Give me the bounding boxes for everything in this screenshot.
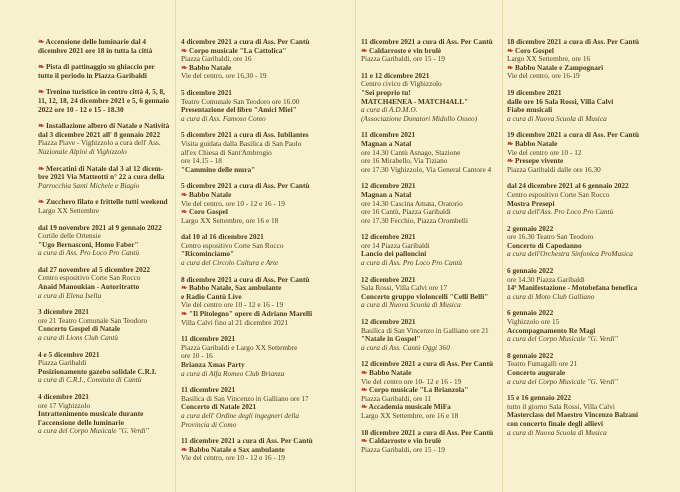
event-line: 3 dicembre 2021 bbox=[38, 307, 89, 317]
event-line: ore 14.30 Cantù Asnago, Stazione bbox=[361, 147, 461, 157]
event-line: a cura di Elena Isella bbox=[38, 290, 102, 300]
event-line: Masterclass del Maestro Vincenzo Balzani bbox=[507, 410, 639, 420]
event-line: 11 dicembre 2021 bbox=[361, 130, 416, 140]
event-line: Piazza Piave - Vighizzolo a cura dell' Ass. bbox=[38, 138, 161, 148]
event-line: "Ugo Bernasconi, Homo Faber" bbox=[38, 239, 139, 249]
event-line: Piazza Garibaldi, ore 15 - 19 bbox=[361, 54, 445, 64]
event-line: Vie del centro, ore 10 - 12 e 16 - 19 bbox=[181, 453, 285, 463]
event-line: tutto il periodo in Piazza Garibaldi bbox=[38, 70, 147, 80]
event-line: Vie del centro ore 10 - 12 e 16 - 19 bbox=[181, 300, 284, 310]
event-line: Magnan a Natal bbox=[361, 138, 412, 148]
event-line: l'accensione delle luminarie bbox=[38, 417, 124, 427]
event-line: ❧ Babbo Natale bbox=[361, 368, 412, 377]
event-line: 11 dicembre 2021 bbox=[181, 334, 236, 344]
event-entry bbox=[38, 224, 176, 258]
event-entry bbox=[507, 38, 667, 81]
ornament-icon: ❧ bbox=[361, 436, 368, 446]
event-line: Mostra Presepi bbox=[507, 198, 555, 208]
event-entry bbox=[361, 318, 511, 352]
event-line: 4 e 5 dicembre 2021 bbox=[38, 349, 100, 359]
event-entry bbox=[181, 276, 331, 328]
event-line: con concerto finale degli allievi bbox=[507, 418, 604, 428]
event-line: MATCH4ENEA - MATCH4ALL" bbox=[361, 96, 469, 106]
event-line: ❧ Trenino turistico in centro città 4, 5, 8, bbox=[38, 87, 165, 97]
event-line: ❧ Presepe vivente bbox=[507, 156, 564, 166]
event-line: ❧ Installazione albero di Natale e Natività bbox=[38, 121, 170, 131]
event-line: Centro espositivo Corte San Rocco bbox=[181, 240, 284, 250]
event-line: 5 dicembre 2021 a cura di Ass. Per Cantù bbox=[181, 181, 310, 191]
event-line: ore 21 Teatro Comunale San Teodoro bbox=[38, 315, 148, 325]
event-line: Accompagnamento Re Magi bbox=[507, 325, 596, 335]
event-line: ❧ Babbo Natale bbox=[181, 189, 232, 199]
event-line: 11 dicembre 2021 a cura di Ass. Per Cantù bbox=[181, 436, 313, 446]
event-line: Vie del centro, ore 16-19 bbox=[507, 71, 580, 81]
event-line: a cura del Corpo Musicale "G. Verdi" bbox=[507, 334, 618, 344]
event-line: ore 14.30 Cascina Amata, Oratorio bbox=[361, 198, 463, 208]
event-entry bbox=[361, 276, 511, 310]
event-line: a cura del Corpo Musicale "G. Verdi" bbox=[507, 376, 618, 386]
event-line: 5 dicembre 2021 bbox=[181, 87, 232, 97]
event-line: a cura del Circolo Cultura e Arte bbox=[181, 258, 279, 268]
ornament-icon: ❧ bbox=[38, 62, 45, 72]
event-entry bbox=[38, 88, 176, 114]
ornament-icon: ❧ bbox=[181, 309, 188, 319]
event-line: ore 17.30 Fecchio, Piazza Orombelli bbox=[361, 215, 468, 225]
event-line: 5 dicembre 2021 a cura di Ass. Iubilantes bbox=[181, 130, 309, 140]
column-3 bbox=[361, 37, 514, 462]
event-line: Concerto augurale bbox=[507, 368, 566, 377]
ornament-icon: ❧ bbox=[361, 368, 368, 377]
event-line: ore 17 Vighizzolo bbox=[38, 400, 91, 410]
event-line: ❧ Accademia musicale MiFa bbox=[361, 402, 451, 412]
event-line: a cura di Ass. Pro Loco Pro Cantù bbox=[38, 248, 140, 258]
event-line: ❧ Zucchero filato e frittelle tutti weekend bbox=[38, 197, 168, 207]
event-line: ❧ Babbo Natale bbox=[181, 62, 232, 72]
event-line: 12 dicembre 2021 bbox=[361, 274, 416, 284]
event-line: 12 dicembre 2021 bbox=[361, 181, 416, 191]
event-line: Concerto gruppo violoncelli "Celli Belli" bbox=[361, 291, 489, 301]
ornament-icon: ❧ bbox=[181, 444, 188, 454]
event-line: 11 dicembre 2021 bbox=[181, 385, 236, 395]
event-line: "Ricominciamo" bbox=[181, 249, 235, 259]
event-entry bbox=[38, 308, 176, 342]
event-line: e Radio Cantù Live bbox=[181, 291, 242, 301]
event-line: Vie del centro, ore 16,30 - 19 bbox=[181, 71, 267, 81]
event-line: ore 10 - 16 bbox=[181, 351, 213, 361]
event-line: bre 2021 Via Matteotti n° 22 a cura della bbox=[38, 172, 165, 182]
ornament-icon: ❧ bbox=[181, 207, 188, 217]
event-entry bbox=[361, 360, 511, 420]
event-line: Largo XX Settembre, ore 16 e 18 bbox=[361, 410, 459, 420]
event-line: 2 gennaio 2022 bbox=[507, 223, 554, 233]
event-line: Parrocchia Santi Michele e Biagio bbox=[38, 180, 140, 190]
event-line: dal 27 novembre al 5 dicembre 2022 bbox=[38, 264, 151, 274]
event-line: dal 19 novembre 2021 al 9 gennaio 2022 bbox=[38, 222, 162, 232]
event-line: ore 16 Mirabello, Via Tiziano bbox=[361, 156, 448, 166]
event-line: ore 16 Cantù, Piazza Garibaldi bbox=[361, 207, 451, 217]
event-line: "Natale in Gospel" bbox=[361, 334, 421, 344]
event-line: 11 e 12 dicembre 2021 bbox=[361, 70, 430, 80]
event-line: ❧ Babbo Natale bbox=[507, 138, 558, 148]
event-line: ❧ Caldarroste e vin brulè bbox=[361, 436, 442, 446]
event-entry bbox=[181, 89, 331, 123]
ornament-icon: ❧ bbox=[507, 138, 514, 148]
event-line: dal 24 dicembre 2021 al 6 gennaio 2022 bbox=[507, 181, 629, 191]
event-line: Lancio dei palloncini bbox=[361, 249, 427, 259]
event-line: ore 16.30 Teatro San Teodoro bbox=[507, 232, 594, 242]
event-line: dal 3 dicembre 2021 all' 8 gennaio 2022 bbox=[38, 129, 161, 139]
event-line: ❧ Caldarroste e vin brulè bbox=[361, 45, 442, 55]
event-line: Vie del centro ore 10 - 12 bbox=[507, 147, 582, 157]
event-line: tutto il giorno Sala Rossi, Villa Calvi bbox=[507, 401, 615, 411]
event-line: a cura dell'Orchestra Sinfonica ProMusica bbox=[507, 249, 633, 259]
event-line: Piazza Garibaldi bbox=[38, 358, 87, 368]
event-line: a cura di Nuova Scuola di Musica bbox=[507, 427, 607, 437]
event-line: 11 dicembre 2021 a cura di Ass. Per Cantù bbox=[361, 37, 493, 46]
event-line: a cura di C.R.I., Comitato di Cantù bbox=[38, 375, 142, 385]
event-line: Concerto Gospel di Natale bbox=[38, 324, 121, 334]
event-line: a cura di Lions Club Cantù bbox=[38, 333, 119, 343]
event-entry bbox=[38, 351, 176, 385]
event-line: Largo XX Settembre bbox=[38, 205, 100, 215]
event-entry bbox=[361, 182, 511, 225]
event-line: "Cammino delle mura" bbox=[181, 164, 256, 174]
event-line: a cura dell'Ass. Pro Loco Pro Cantù bbox=[507, 207, 614, 217]
event-line: 19 dicembre 2021 a cura di Ass. Per Cantù bbox=[507, 130, 640, 140]
event-entry bbox=[507, 309, 667, 343]
event-line: Posizionamento gazebo solidale C.R.I. bbox=[38, 366, 157, 376]
event-line: Vighizzolo ore 15 bbox=[507, 317, 560, 327]
event-line: ❧ Accensione delle luminarie dal 4 bbox=[38, 37, 147, 46]
event-entry bbox=[38, 38, 176, 55]
event-line: a cura di Ass. Pro Loco Pro Cantù bbox=[361, 258, 463, 268]
page-fold bbox=[355, 0, 356, 492]
event-line: ❧ Mercatini di Natale dal 3 al 12 dicem- bbox=[38, 163, 164, 173]
event-line: 19 dicembre 2021 bbox=[507, 87, 562, 97]
event-line: dalle ore 16 Sala Rossi, Villa Calvi bbox=[507, 96, 614, 106]
event-line: Concerto di Capodanno bbox=[507, 240, 582, 250]
event-line: Teatro Fumagalli ore 21 bbox=[507, 359, 578, 369]
event-line: Vie del centro, ore 10 - 12 e 16 - 19 bbox=[181, 198, 285, 208]
ornament-icon: ❧ bbox=[507, 62, 514, 72]
event-line: ❧ Babbo Natale, Sax ambulante bbox=[181, 283, 282, 293]
event-line: 6 gennaio 2022 bbox=[507, 308, 554, 318]
event-line: Vie del centro ore 10- 12 e 16 - 19 bbox=[361, 376, 462, 386]
event-entry bbox=[361, 72, 511, 124]
event-line: a cura dell' Ordine degli ingegneri della bbox=[181, 410, 300, 420]
event-line: a cura di Ass. Famoso Como bbox=[181, 113, 266, 123]
column-4 bbox=[507, 38, 667, 445]
event-entry bbox=[361, 233, 511, 267]
event-line: Centro civico di Vighizzolo bbox=[361, 79, 442, 89]
event-line: Cortile delle Ortensie bbox=[38, 231, 101, 241]
event-line: Intrattenimento musicale durante bbox=[38, 409, 144, 419]
ornament-icon: ❧ bbox=[181, 62, 188, 72]
event-line: Piazza Garibaldi dalle ore 16.30 bbox=[507, 164, 601, 174]
event-line: Centro espositivo Corte San Rocco bbox=[507, 189, 610, 199]
event-line: ore 14 Piazza Garibaldi bbox=[361, 240, 430, 250]
event-line: 11, 12, 18, 24 dicembre 2021 e 5, 6 gennaio bbox=[38, 95, 170, 105]
event-line: Piazza Garibaldi, ore 15 - 19 bbox=[361, 444, 445, 454]
event-entry bbox=[38, 122, 176, 156]
event-line: a cura di Nuova Scuola di Musica bbox=[507, 113, 607, 123]
event-line: Villa Calvi fino al 21 dicembre 2021 bbox=[181, 317, 288, 327]
event-line: 18 dicembre 2021 a cura di Ass. Per Cantù bbox=[361, 427, 494, 437]
ornament-icon: ❧ bbox=[507, 156, 514, 166]
event-entry bbox=[507, 131, 667, 174]
ornament-icon: ❧ bbox=[38, 163, 45, 173]
event-line: ore 14.15 - 18 bbox=[181, 156, 222, 166]
event-line: ❧ Corpo musicale "La Brianzola" bbox=[361, 385, 469, 395]
event-line: 14ª Manifestazione - Motobefana benefica bbox=[507, 283, 638, 293]
event-entry bbox=[361, 429, 511, 455]
event-line: ❧ Babbo Natale e Sax ambulante bbox=[181, 444, 285, 454]
ornament-icon: ❧ bbox=[181, 45, 188, 55]
event-line: ore 17.30 Vighizzolo, Via General Cantore 4 bbox=[361, 164, 492, 174]
ornament-icon: ❧ bbox=[507, 45, 514, 55]
event-line: Largo XX Settembre, ore 16 bbox=[507, 54, 591, 64]
event-line: ❧ Coro Gospel bbox=[507, 45, 554, 55]
event-line: Centro espositivo Corte San Rocco bbox=[38, 273, 141, 283]
event-line: Fiabe musicali bbox=[507, 105, 553, 115]
event-line: ❧ "Il Pitolegno" opere di Adriano Marelli bbox=[181, 309, 313, 319]
event-line: a cura del Corpo Musicale "G. Verdi" bbox=[38, 426, 149, 436]
event-line: ❧ Corpo musicale "La Cattolica" bbox=[181, 45, 287, 55]
event-line: Teatro Comunale San Teodoro ore 16.00 bbox=[181, 96, 300, 106]
ornament-icon: ❧ bbox=[38, 37, 45, 46]
event-entry bbox=[38, 393, 176, 436]
ornament-icon: ❧ bbox=[361, 385, 368, 395]
event-entry bbox=[38, 165, 176, 191]
event-line: Visita guidata dalla Basilica di San Paolo bbox=[181, 138, 302, 148]
event-line: Basilica di San Vincenzo in Galliano ore 17 bbox=[181, 393, 309, 403]
event-line: 4 dicembre 2021 bbox=[38, 392, 89, 401]
event-line: 8 gennaio 2022 bbox=[507, 350, 554, 360]
event-entry bbox=[507, 225, 667, 259]
event-line: Largo XX Settembre, ore 16 e 18 bbox=[181, 215, 279, 225]
event-line: a cura di Moto Club Galliano bbox=[507, 291, 595, 301]
event-entry bbox=[38, 266, 176, 300]
event-entry bbox=[507, 89, 667, 123]
event-line: 4 dicembre 2021 a cura di Ass. Per Cantù bbox=[181, 37, 310, 46]
event-entry bbox=[181, 386, 331, 429]
event-entry bbox=[181, 335, 331, 378]
event-line: Presentazione del libro "Amici Miei" bbox=[181, 105, 297, 115]
event-line: Magnan a Natal bbox=[361, 189, 412, 199]
event-line: 6 gennaio 2022 bbox=[507, 266, 554, 276]
event-line: (Associazione Donatori Midollo Osseo) bbox=[361, 113, 478, 123]
column-2 bbox=[181, 38, 331, 471]
event-line: ❧ Coro Gospel bbox=[181, 207, 228, 217]
event-line: dal 10 al 16 dicembre 2021 bbox=[181, 232, 264, 242]
event-entry bbox=[38, 198, 176, 215]
event-line: a cura di Ass. Cantù Oggi 360 bbox=[361, 342, 450, 352]
event-line: Sala Rossi, Villa Calvi ore 17 bbox=[361, 283, 448, 293]
event-line: "Sei proprio tu! bbox=[361, 87, 411, 97]
event-line: Nazionale Alpini di Vighizzolo bbox=[38, 146, 127, 156]
event-entry bbox=[507, 394, 667, 437]
event-line: ❧ Pista di pattinaggio su ghiaccio per bbox=[38, 62, 155, 72]
event-line: Piazza Garibaldi, ore 16 bbox=[181, 54, 252, 64]
event-line: a cura di Alfa Romeo Club Brianza bbox=[181, 368, 285, 378]
event-entry bbox=[181, 437, 331, 463]
event-line: ❧ Babbo Natale e Zampognari bbox=[507, 62, 604, 72]
event-line: all'ex Chiesa di Sant'Ambrogio bbox=[181, 147, 272, 157]
event-line: Provincia di Como bbox=[181, 419, 237, 429]
event-line: Anaid Manoukian - Autoritratto bbox=[38, 282, 140, 292]
event-entry bbox=[507, 182, 667, 216]
event-line: 15 e 16 gennaio 2022 bbox=[507, 393, 572, 403]
event-line: Piazza Garibaldi e Largo XX Settembre bbox=[181, 342, 298, 352]
event-entry bbox=[38, 63, 176, 80]
event-entry bbox=[507, 352, 667, 386]
event-line: 2022 ore 10 - 12 e 15 - 18.30 bbox=[38, 104, 124, 114]
event-line: Piazza Garibaldi, ore 11 bbox=[361, 393, 432, 403]
event-entry bbox=[361, 37, 514, 64]
event-line: 8 dicembre 2021 a cura di Ass. Per Cantù bbox=[181, 274, 310, 284]
event-line: 12 dicembre 2021 a cura di Ass. Per Cantù bbox=[361, 359, 494, 369]
event-entry bbox=[181, 233, 331, 267]
event-line: 18 dicembre 2021 a cura di Ass. Per Cantù bbox=[507, 37, 640, 46]
event-line: Basilica di San Vincenzo in Galliano ore 21 bbox=[361, 325, 489, 335]
event-entry bbox=[181, 38, 331, 81]
ornament-icon: ❧ bbox=[361, 402, 368, 412]
column-1 bbox=[38, 38, 176, 444]
event-entry bbox=[181, 182, 331, 225]
ornament-icon: ❧ bbox=[38, 197, 45, 207]
ornament-icon: ❧ bbox=[38, 87, 45, 97]
event-line: Brianza Xmas Party bbox=[181, 360, 245, 369]
event-entry bbox=[507, 267, 667, 301]
event-entry bbox=[361, 130, 514, 174]
event-line: dicembre 2021 ore 18 in tutta la città bbox=[38, 45, 153, 55]
event-line: 12 dicembre 2021 bbox=[361, 232, 416, 242]
ornament-icon: ❧ bbox=[181, 189, 188, 199]
event-line: a cura di A.D.M.O. bbox=[361, 105, 418, 115]
event-line: Concerto di Natale 2021 bbox=[181, 402, 257, 412]
event-entry bbox=[181, 131, 331, 174]
ornament-icon: ❧ bbox=[181, 283, 188, 293]
event-line: a cura di Nuova Scuola di Musica bbox=[361, 300, 461, 310]
ornament-icon: ❧ bbox=[38, 121, 45, 131]
event-line: 12 dicembre 2021 bbox=[361, 317, 416, 327]
event-line: ore 14.30 Piazza Garibaldi bbox=[507, 274, 585, 284]
ornament-icon: ❧ bbox=[361, 45, 368, 55]
